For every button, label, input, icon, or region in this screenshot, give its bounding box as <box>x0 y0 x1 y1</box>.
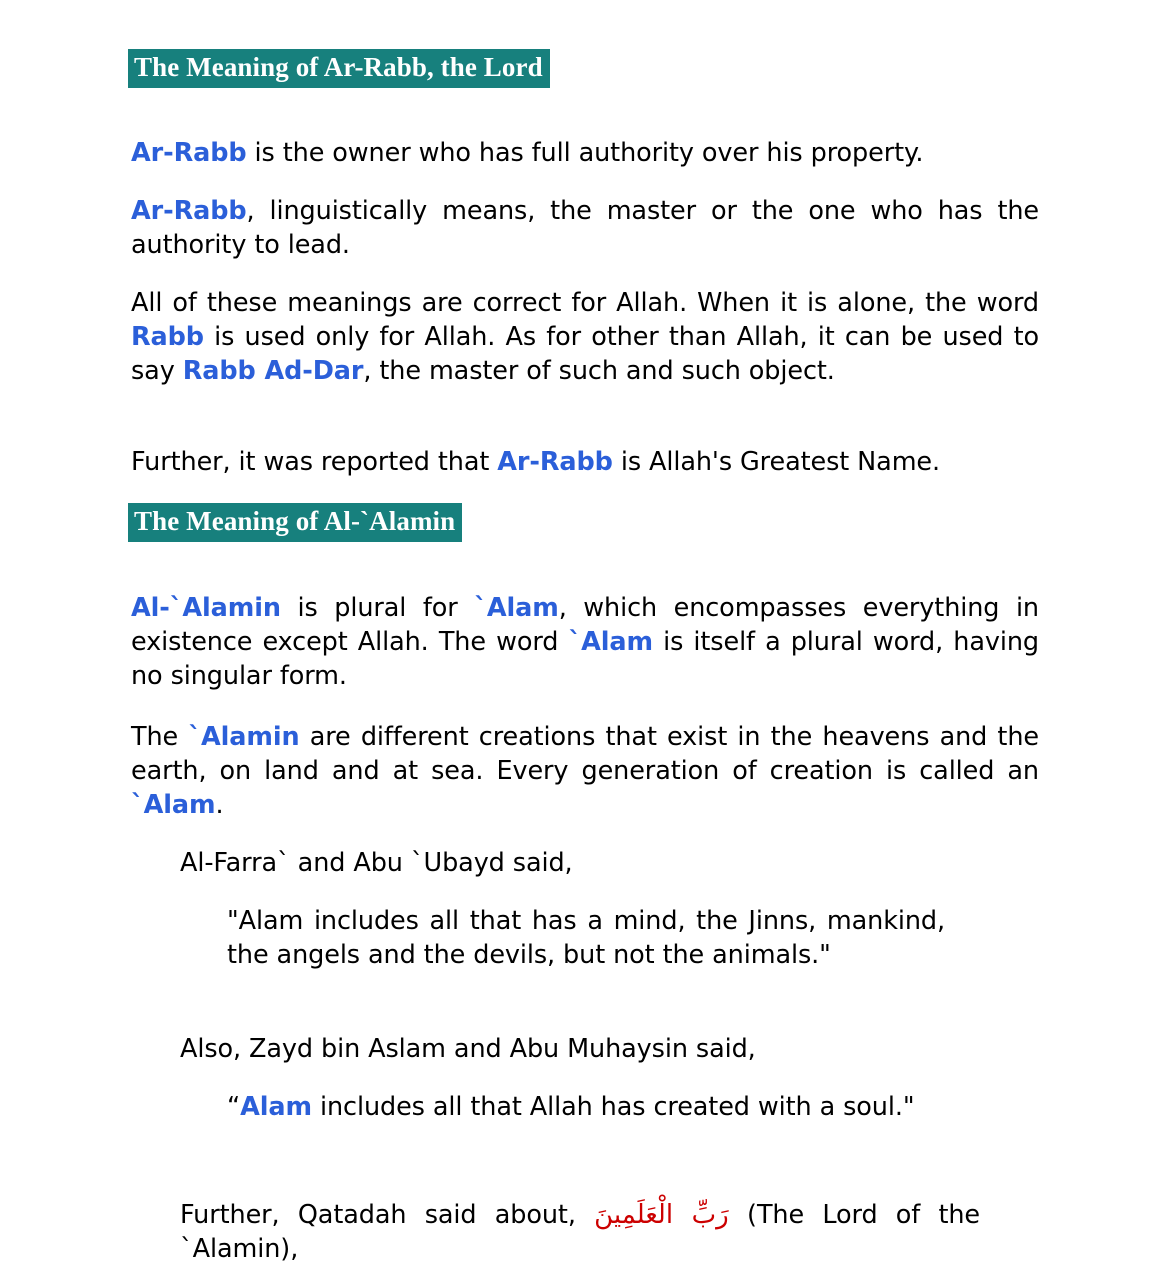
paragraph-ar-rabb-owner <box>131 136 1039 170</box>
body-text-run: , the master of such and such object. <box>363 355 835 386</box>
body-text-run: is the owner who has full authority over his property. <box>246 137 924 168</box>
highlighted-term: Alam <box>240 1091 312 1122</box>
body-text-run: (The Lord of the `Alamin), <box>180 1199 981 1264</box>
paragraph-meanings-correct <box>131 286 1039 388</box>
section-heading-al-alamin: The Meaning of Al-`Alamin <box>128 503 462 542</box>
highlighted-term: Ar-Rabb <box>131 195 247 226</box>
paragraph-alamin-creations <box>131 720 1039 822</box>
quote-alam-mind <box>227 904 945 972</box>
highlighted-term: `Alam <box>568 626 653 657</box>
body-text-run: All of these meanings are correct for Allah. When it is alone, the word <box>131 287 1039 318</box>
body-text-run: , which encompasses everything in existence except Allah. The word <box>131 592 1039 657</box>
highlighted-term: Al-`Alamin <box>131 592 281 623</box>
paragraph-zayd-attribution <box>180 1032 980 1066</box>
section-heading-2-wrap <box>128 503 462 542</box>
highlighted-term: Ar-Rabb <box>131 137 247 168</box>
body-text-run: are different creations that exist in the heavens and the earth, on land and at sea. Every generation of creation is called an <box>131 721 1039 786</box>
body-text-run: is Allah's Greatest Name. <box>612 446 941 477</box>
body-text-run: , linguistically means, the master or the one who has the authority to lead. <box>131 195 1039 260</box>
highlighted-term: Rabb Ad-Dar <box>182 355 364 386</box>
highlighted-term: `Alamin <box>188 721 300 752</box>
body-text-run: Further, it was reported that <box>131 446 498 477</box>
body-text-run: Al-Farra` and Abu `Ubayd said, <box>180 847 573 878</box>
highlighted-term: Rabb <box>131 321 204 352</box>
paragraph-qatadah-arabic <box>180 1198 980 1266</box>
body-text-run: is itself a plural word, having no singular form. <box>131 626 1039 691</box>
paragraph-al-farra-attribution <box>180 846 980 880</box>
body-text-run: is used only for Allah. As for other than Allah, it can be used to say <box>131 321 1039 386</box>
paragraph-ar-rabb-linguistic <box>131 194 1039 262</box>
body-text-run: Further, Qatadah said about, <box>180 1199 595 1230</box>
body-text-run: Also, Zayd bin Aslam and Abu Muhaysin said, <box>180 1033 756 1064</box>
body-text-run: includes all that Allah has created with a soul." <box>311 1091 915 1122</box>
body-text-run: “ <box>227 1091 241 1122</box>
paragraph-alamin-plural <box>131 591 1039 693</box>
section-heading-1-wrap <box>128 49 550 88</box>
body-text-run: is plural for <box>280 592 475 623</box>
highlighted-term: `Alam <box>474 592 559 623</box>
section-heading-ar-rabb: The Meaning of Ar-Rabb, the Lord <box>128 49 550 88</box>
highlighted-term: Ar-Rabb <box>497 446 613 477</box>
body-text-run: The <box>131 721 189 752</box>
body-text-run: "Alam includes all that has a mind, the Jinns, mankind, the angels and the devils, but not the animals." <box>227 905 945 970</box>
highlighted-term: `Alam <box>131 789 216 820</box>
paragraph-greatest-name <box>131 445 1039 479</box>
quote-alam-soul <box>227 1090 945 1124</box>
body-text-run: . <box>215 789 224 820</box>
arabic-phrase: رَبِّ الْعَلَمِينَ <box>594 1199 729 1230</box>
